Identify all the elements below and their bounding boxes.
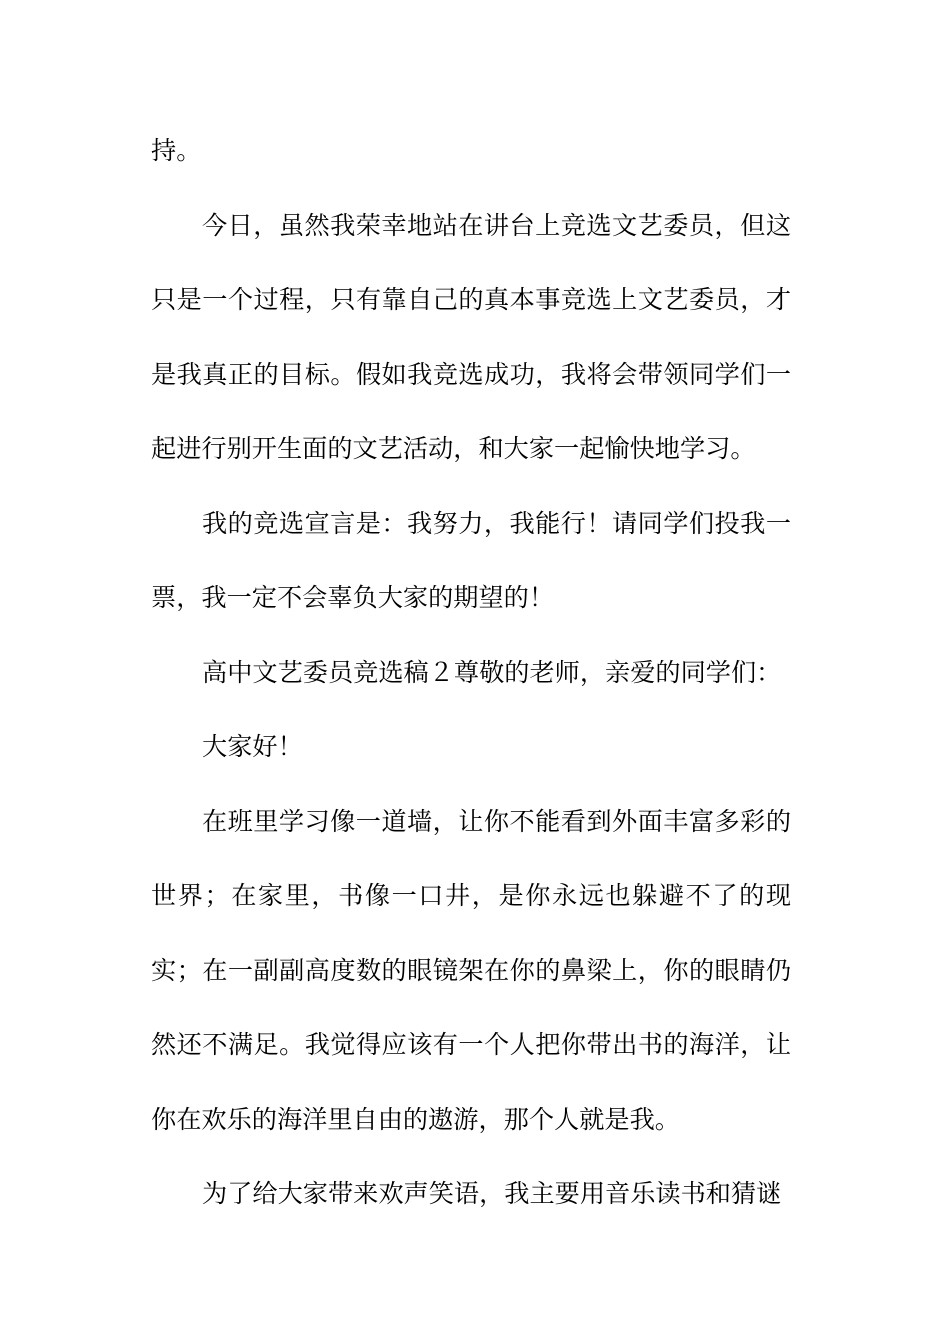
paragraph-1: 持。 xyxy=(151,136,202,165)
paragraph-7: 为了给大家带来欢声笑语，我主要用音乐读书和猜谜 xyxy=(202,1179,782,1208)
paragraph-4: 高中文艺委员竞选稿２尊敬的老师，亲爱的同学们： xyxy=(202,657,782,687)
paragraph-3: 我的竞选宣言是：我努力，我能行！请同学们投我一票，我一定不会辜负大家的期望的！ xyxy=(151,508,791,612)
paragraph-6: 在班里学习像一道墙，让你不能看到外面丰富多彩的世界；在家里，书像一口井，是你永远也躲避不了的现实；在一副副高度数的眼镜架在你的鼻梁上，你的眼睛仍然还不满足。我觉得应该有一个人把你带出书的海洋，让你在欢乐的海洋里自由的遨游，那个人就是我。 xyxy=(151,806,791,1134)
document-body xyxy=(151,114,791,1232)
paragraph-2: 今日，虽然我荣幸地站在讲台上竞选文艺委员，但这只是一个过程，只有靠自己的真本事竞选上文艺委员，才是我真正的目标。假如我竞选成功，我将会带领同学们一起进行别开生面的文艺活动，和大家一起愉快地学习。 xyxy=(151,210,791,463)
paragraph-5: 大家好！ xyxy=(202,732,303,761)
